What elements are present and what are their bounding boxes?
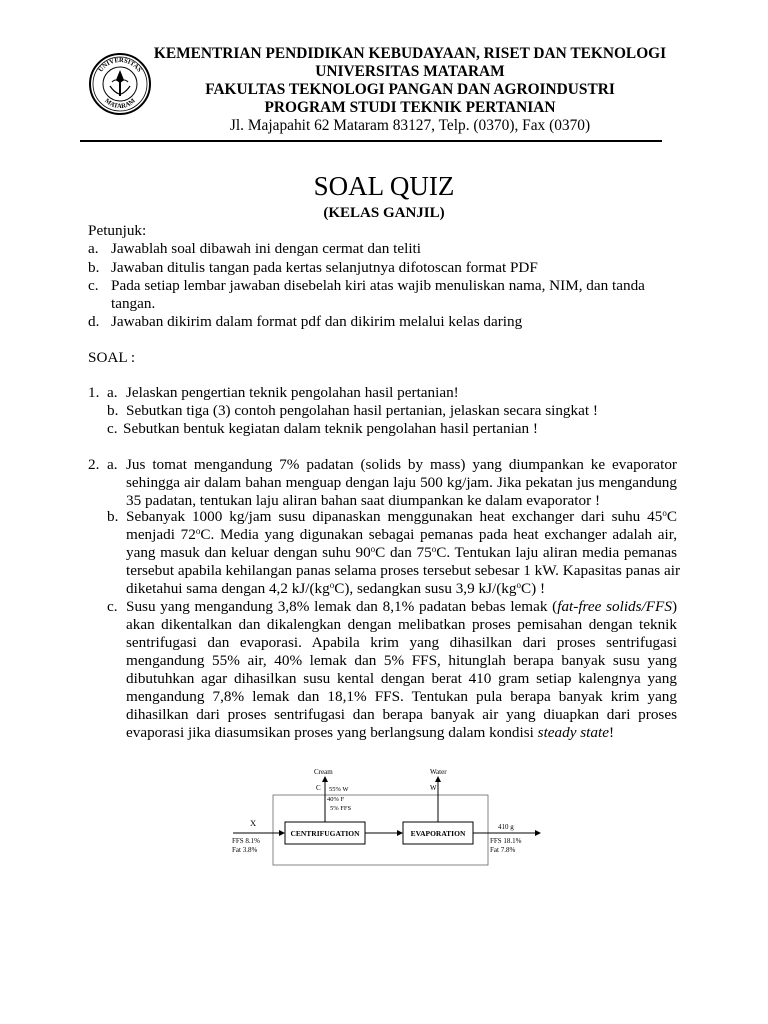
q2c-line1-close: ) bbox=[671, 598, 677, 615]
instruction-a-text: Jawablah soal dibawah ini dengan cermat dan teliti bbox=[111, 240, 421, 257]
q2b-marker: b. bbox=[107, 508, 119, 525]
q2c-line8-text: evaporasi jika diasumsikan proses yang berlangsung dalam kondisi bbox=[126, 724, 538, 741]
evaporation-label: EVAPORATION bbox=[410, 829, 466, 838]
cream-ffs: 5% FFS bbox=[330, 805, 352, 812]
centrifugation-label: CENTRIFUGATION bbox=[290, 829, 360, 838]
degree-symbol: o bbox=[195, 526, 201, 536]
feed-fat: Fat 3.8% bbox=[232, 846, 258, 854]
q1a-text: Jelaskan pengertian teknik pengolahan hasil pertanian! bbox=[126, 384, 459, 401]
header-university: UNIVERSITAS MATARAM bbox=[315, 63, 505, 80]
q2b-line3-text: yang masuk dan keluar dengan suhu 90 bbox=[126, 544, 371, 561]
q2c-line7: dihasilkan dari proses sentrifugasi dan berapa banyak air yang diuapkan dari proses bbox=[126, 706, 677, 723]
degree-symbol: o bbox=[329, 580, 335, 590]
cream-label: Cream bbox=[314, 768, 333, 776]
q2c-marker: c. bbox=[107, 598, 118, 615]
q2b-line5-rest: C) ! bbox=[520, 580, 546, 597]
instructions-heading: Petunjuk: bbox=[88, 222, 147, 239]
q1a-marker: a. bbox=[107, 384, 118, 401]
feed-ffs: FFS 8.1% bbox=[232, 837, 261, 845]
university-seal-logo bbox=[88, 52, 152, 116]
svg-text:MATARAM: MATARAM bbox=[103, 97, 137, 111]
q2b-line2 bbox=[126, 525, 677, 544]
q2b-line3-rest: C. Tentukan laju aliran media pemanas bbox=[436, 544, 677, 561]
degree-symbol: o bbox=[431, 544, 437, 554]
q1c-text: Sebutkan bentuk kegiatan dalam teknik pengolahan hasil pertanian ! bbox=[123, 420, 538, 437]
q2b-line2-rest: C. Media yang digunakan sebagai pemanas pada heat exchanger adalah air, bbox=[200, 526, 678, 543]
q2c-line1 bbox=[126, 597, 677, 616]
q1-number: 1. bbox=[88, 384, 100, 401]
cream-water: 55% W bbox=[329, 786, 349, 793]
q2-number: 2. bbox=[88, 456, 100, 473]
q2b-line5-text: diketahui sama dengan 4,2 kJ/(kg bbox=[126, 580, 330, 597]
q2b-line1-unit: C bbox=[666, 508, 677, 525]
instruction-a-marker: a. bbox=[88, 240, 99, 257]
degree-symbol: o bbox=[370, 544, 376, 554]
instruction-d-marker: d. bbox=[88, 313, 100, 330]
q2b-line5 bbox=[126, 579, 545, 598]
header-program: PROGRAM STUDI TEKNIK PERTANIAN bbox=[264, 99, 556, 116]
q2b-line1-text: Sebanyak 1000 kg/jam susu dipanaskan menggunakan heat exchanger dari suhu 45 bbox=[126, 508, 663, 525]
instruction-b-marker: b. bbox=[88, 259, 100, 276]
q2b-line3-mid: C dan 75 bbox=[375, 544, 432, 561]
q2c-line8-end: ! bbox=[608, 724, 615, 741]
svg-text:UNIVERSITAS: UNIVERSITAS bbox=[97, 56, 143, 74]
q1c-marker: c. bbox=[107, 420, 118, 437]
q1b-marker: b. bbox=[107, 402, 119, 419]
instruction-c-marker: c. bbox=[88, 277, 99, 294]
product-fat: Fat 7.8% bbox=[490, 846, 516, 854]
header-address: Jl. Majapahit 62 Mataram 83127, Telp. (0370), Fax (0370) bbox=[229, 117, 591, 134]
water-symbol: W bbox=[430, 784, 437, 792]
q2c-line4: mengandung 55% air, 40% lemak dan 5% FFS, hitunglah berapa banyak susu yang bbox=[126, 652, 677, 669]
q2b-line3 bbox=[126, 543, 677, 562]
instruction-d-text: Jawaban dikirim dalam format pdf dan dikirim melalui kelas daring bbox=[111, 313, 523, 330]
cream-fat: 40% F bbox=[327, 796, 345, 803]
instruction-c-line1: Pada setiap lembar jawaban disebelah kiri atas wajib menuliskan nama, NIM, dan tanda bbox=[111, 277, 645, 294]
q2c-line1-text: Susu yang mengandung 3,8% lemak dan 8,1% padatan bebas lemak ( bbox=[126, 598, 558, 615]
q2b-line5-mid: C), sedangkan susu 3,9 kJ/(kg bbox=[334, 580, 517, 597]
page-title: SOAL QUIZ bbox=[313, 171, 455, 201]
q2c-ffs-term: fat-free solids/FFS bbox=[557, 598, 672, 615]
q1b-text: Sebutkan tiga (3) contoh pengolahan hasil pertanian, jelaskan secara singkat ! bbox=[126, 402, 598, 419]
page-subtitle: (KELAS GANJIL) bbox=[323, 205, 445, 221]
q2c-line5: dibutuhkan agar dihasilkan susu kental dengan berat 410 gram setiap kalengnya yang bbox=[126, 670, 677, 687]
q2a-marker: a. bbox=[107, 456, 118, 473]
product-ffs: FFS 18.1% bbox=[490, 837, 522, 845]
q2b-line1 bbox=[126, 507, 677, 526]
q2b-line2-text: menjadi 72 bbox=[126, 526, 196, 543]
instruction-c-line2: tangan. bbox=[111, 295, 156, 312]
q2c-line6: mengandung 7,8% lemak dan 18,1% FFS. Tentukan pula berapa banyak krim yang bbox=[126, 688, 677, 705]
q2c-line2: akan dikentalkan dan dikalengkan dengan melibatkan proses pemisahan dengan teknik bbox=[126, 616, 677, 633]
product-mass: 410 g bbox=[498, 823, 514, 831]
q2c-line3: sentrifugasi dan evaporasi. Apabila krim yang dihasilkan dari proses sentrifugasi bbox=[126, 634, 677, 651]
q2b-line4: tersebut apabila kehilangan panas selama proses tersebut sebesar 1 kW. Kapasitas panas air bbox=[126, 562, 681, 579]
q2a-line3: 35 padatan, tentukan laju aliran bahan saat diumpankan ke dalam evaporator ! bbox=[126, 492, 601, 509]
soal-heading: SOAL : bbox=[88, 349, 136, 366]
q2c-steady-state-term: steady state bbox=[537, 724, 609, 741]
process-flow-diagram bbox=[228, 762, 548, 872]
q2a-line2: sehingga air dalam bahan menguap dengan laju 500 kg/jam. Jika pekatan jus mengandung bbox=[126, 474, 677, 491]
header-faculty: FAKULTAS TEKNOLOGI PANGAN DAN AGROINDUSTRI bbox=[205, 81, 615, 98]
cream-symbol: C bbox=[316, 784, 321, 792]
degree-symbol: o bbox=[516, 580, 521, 590]
feed-symbol: X bbox=[250, 818, 257, 828]
degree-symbol: o bbox=[662, 508, 667, 518]
q2c-line8 bbox=[126, 723, 614, 742]
header-divider bbox=[80, 140, 662, 142]
instruction-b-text: Jawaban ditulis tangan pada kertas selanjutnya difotoscan format PDF bbox=[111, 259, 538, 276]
water-label: Water bbox=[430, 768, 447, 776]
header-ministry: KEMENTRIAN PENDIDIKAN KEBUDAYAAN, RISET DAN TEKNOLOGI bbox=[153, 45, 667, 62]
q2a-line1: Jus tomat mengandung 7% padatan (solids by mass) yang diumpankan ke evaporator bbox=[126, 456, 677, 473]
